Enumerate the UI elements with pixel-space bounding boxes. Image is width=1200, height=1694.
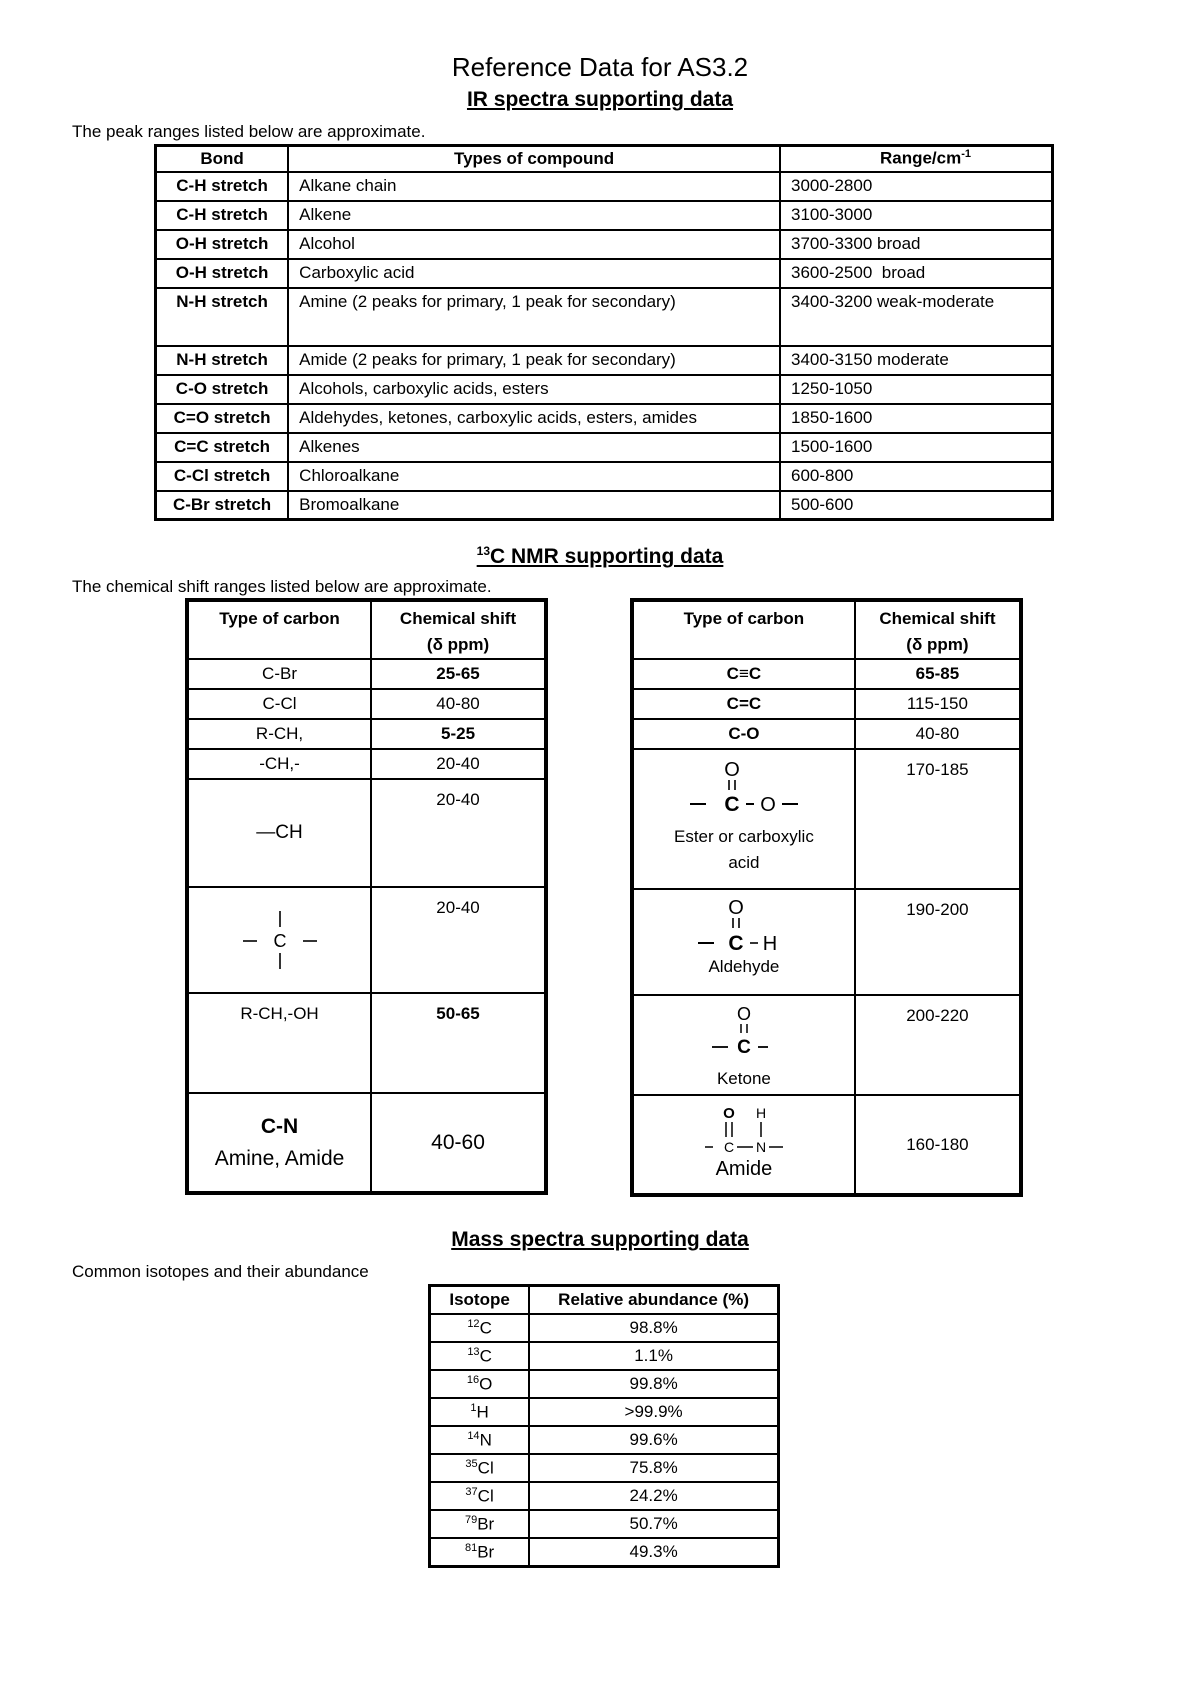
chemical-shift: 20-40: [371, 779, 546, 887]
isotope: $^{12}$C: [430, 1314, 530, 1342]
chemical-shift: 25-65: [371, 659, 546, 689]
amide-structure: [699, 1104, 789, 1156]
table-row: [187, 993, 546, 1093]
table-row: [187, 749, 546, 779]
table-row: [430, 1482, 779, 1510]
svg-text:C: C: [737, 1037, 751, 1056]
table-row: [632, 719, 1021, 749]
table-row: [187, 887, 546, 993]
ir-bond: C-O stretch: [156, 375, 289, 404]
chemical-shift: 190-200: [855, 889, 1021, 995]
svg-text:N: N: [755, 1139, 766, 1155]
table-row: [156, 491, 1053, 520]
nmr-header-type: Type of carbon: [187, 600, 371, 659]
ir-range: 600-800: [780, 462, 1053, 491]
svg-text:O: O: [723, 1105, 735, 1122]
nmr-right-table: [630, 598, 1023, 1197]
carbon-type: [632, 995, 855, 1095]
table-row: [156, 172, 1053, 201]
carbon-type: C-Br: [187, 659, 371, 689]
table-row: [430, 1314, 779, 1342]
isotope: $^{37}$Cl: [430, 1482, 530, 1510]
table-row: [156, 288, 1053, 346]
ir-bond: C=C stretch: [156, 433, 289, 462]
mass-header-abundance: Relative abundance (%): [529, 1286, 778, 1315]
nmr-heading: $^{13}$C NMR supporting data: [476, 544, 724, 568]
ir-compound: Carboxylic acid: [288, 259, 780, 288]
ir-compound: Alcohol: [288, 230, 780, 259]
table-row: [187, 719, 546, 749]
isotope: $^{14}$N: [430, 1426, 530, 1454]
chemical-shift: 170-185: [855, 749, 1021, 889]
ir-compound: Alkenes: [288, 433, 780, 462]
ir-note: The peak ranges listed below are approximate.: [72, 122, 426, 141]
table-row: [632, 659, 1021, 689]
ester-structure: [684, 758, 804, 814]
mass-header-row: [430, 1286, 779, 1315]
table-row: [156, 375, 1053, 404]
table-row: [187, 779, 546, 887]
isotope: $^{16}$O: [430, 1370, 530, 1398]
ir-compound: Amine (2 peaks for primary, 1 peak for secondary): [288, 288, 780, 346]
ir-bond: C-Cl stretch: [156, 462, 289, 491]
abundance: >99.9%: [529, 1398, 778, 1426]
mass-table: [428, 1284, 780, 1568]
ester-caption: Ester or carboxylic acid: [674, 827, 814, 872]
ir-header-range: Range/$cm^{-1}$: [780, 146, 1053, 172]
ir-bond: C-H stretch: [156, 201, 289, 230]
svg-text:H: H: [762, 933, 778, 954]
page-title: Reference Data for AS3.2: [451, 52, 749, 82]
abundance: 99.6%: [529, 1426, 778, 1454]
chemical-shift: 50-65: [371, 993, 546, 1093]
svg-text:O: O: [760, 794, 776, 814]
table-row: [156, 433, 1053, 462]
carbon-type: [632, 749, 855, 889]
ir-bond: N-H stretch: [156, 346, 289, 375]
carbon-type: [187, 887, 371, 993]
chemical-shift: 115-150: [855, 689, 1021, 719]
ir-range: 1250-1050: [780, 375, 1053, 404]
ir-bond: N-H stretch: [156, 288, 289, 346]
chemical-shift: 160-180: [855, 1095, 1021, 1195]
ir-compound: Alkane chain: [288, 172, 780, 201]
chemical-shift: 40-80: [371, 689, 546, 719]
ir-bond: O-H stretch: [156, 230, 289, 259]
abundance: 99.8%: [529, 1370, 778, 1398]
svg-text:O: O: [724, 759, 740, 781]
carbon-type: C-Cl: [187, 689, 371, 719]
chemical-shift: 40-60: [371, 1093, 546, 1193]
table-row: [156, 346, 1053, 375]
table-row: [187, 659, 546, 689]
table-row: [430, 1370, 779, 1398]
ir-range: 500-600: [780, 491, 1053, 520]
carbon-type: -CH,-: [187, 749, 371, 779]
ir-compound: Alkene: [288, 201, 780, 230]
ketone-structure: [704, 1004, 784, 1056]
nmr-header-shift: Chemical shift (δ ppm): [371, 600, 546, 659]
nmr-note: The chemical shift ranges listed below are approximate.: [72, 577, 492, 596]
abundance: 1.1%: [529, 1342, 778, 1370]
mass-heading: Mass spectra supporting data: [451, 1228, 749, 1251]
svg-text:C: C: [728, 932, 744, 954]
ir-bond: C-Br stretch: [156, 491, 289, 520]
table-row: [632, 689, 1021, 719]
carbon-type: C=C: [632, 689, 855, 719]
table-row: [156, 462, 1053, 491]
chemical-shift: 65-85: [855, 659, 1021, 689]
ir-range: 3400-3150 moderate: [780, 346, 1053, 375]
amide-caption: Amide: [715, 1158, 773, 1180]
table-row: [156, 201, 1053, 230]
mass-header-isotope: Isotope: [430, 1286, 530, 1315]
ir-heading: IR spectra supporting data: [466, 88, 734, 111]
isotope: $^{81}$Br: [430, 1538, 530, 1567]
chemical-shift: 200-220: [855, 995, 1021, 1095]
svg-text:O: O: [728, 897, 744, 919]
ir-header-type: Types of compound: [288, 146, 780, 172]
ir-range: 3100-3000: [780, 201, 1053, 230]
ir-header-row: [156, 146, 1053, 172]
ir-range: 3400-3200 weak-moderate: [780, 288, 1053, 346]
table-row: [632, 889, 1021, 995]
svg-text:O: O: [736, 1004, 751, 1024]
aldehyde-caption: Aldehyde: [708, 957, 780, 976]
ir-bond: C-H stretch: [156, 172, 289, 201]
isotope: $^{13}$C: [430, 1342, 530, 1370]
ir-range: 3600-2500 broad: [780, 259, 1053, 288]
mass-note: Common isotopes and their abundance: [72, 1262, 369, 1281]
table-row: [430, 1342, 779, 1370]
nmr-header-type: Type of carbon: [632, 600, 855, 659]
table-row: [156, 404, 1053, 433]
carbon-type: —CH: [187, 779, 371, 887]
abundance: 49.3%: [529, 1538, 778, 1567]
ir-bond: C=O stretch: [156, 404, 289, 433]
svg-text:H: H: [755, 1105, 766, 1121]
abundance: 50.7%: [529, 1510, 778, 1538]
ir-table: [154, 144, 1054, 521]
aldehyde-structure: [694, 896, 794, 954]
ketone-caption: Ketone: [716, 1069, 771, 1088]
ir-range: 1850-1600: [780, 404, 1053, 433]
nmr-header-shift: Chemical shift (δ ppm): [855, 600, 1021, 659]
ir-compound: Alcohols, carboxylic acids, esters: [288, 375, 780, 404]
nmr-header-row: [632, 600, 1021, 659]
table-row: [430, 1398, 779, 1426]
chemical-shift: 20-40: [371, 887, 546, 993]
ir-range: 3000-2800: [780, 172, 1053, 201]
svg-text:C: C: [273, 931, 287, 951]
table-row: [430, 1426, 779, 1454]
ir-compound: Bromoalkane: [288, 491, 780, 520]
table-row: [430, 1510, 779, 1538]
ir-range: 1500-1600: [780, 433, 1053, 462]
chemical-shift: 40-80: [855, 719, 1021, 749]
abundance: 75.8%: [529, 1454, 778, 1482]
table-row: [632, 995, 1021, 1095]
chemical-shift: 5-25: [371, 719, 546, 749]
ir-range: 3700-3300 broad: [780, 230, 1053, 259]
table-row: [156, 230, 1053, 259]
nmr-left-table: [185, 598, 548, 1195]
svg-text:C: C: [723, 1139, 734, 1155]
isotope: $^{35}$Cl: [430, 1454, 530, 1482]
carbon-type: C≡C: [632, 659, 855, 689]
table-row: [632, 1095, 1021, 1195]
carbon-type: [632, 889, 855, 995]
table-row: [156, 259, 1053, 288]
chemical-shift: 20-40: [371, 749, 546, 779]
abundance: 98.8%: [529, 1314, 778, 1342]
carbon-type: R-CH,: [187, 719, 371, 749]
carbon-type: [632, 1095, 855, 1195]
carbon-type: R-CH,-OH: [187, 993, 371, 1093]
table-row: [187, 1093, 546, 1193]
ir-bond: O-H stretch: [156, 259, 289, 288]
ir-header-bond: Bond: [156, 146, 289, 172]
abundance: 24.2%: [529, 1482, 778, 1510]
table-row: [430, 1454, 779, 1482]
table-row: [632, 749, 1021, 889]
carbon-type: C-N Amine, Amide: [187, 1093, 371, 1193]
table-row: [187, 689, 546, 719]
quaternary-carbon-structure: [235, 905, 325, 975]
isotope: $^1$H: [430, 1398, 530, 1426]
isotope: $^{79}$Br: [430, 1510, 530, 1538]
table-row: [430, 1538, 779, 1567]
carbon-type: C-O: [632, 719, 855, 749]
svg-text:C: C: [724, 793, 740, 814]
ir-compound: Amide (2 peaks for primary, 1 peak for secondary): [288, 346, 780, 375]
nmr-header-row: [187, 600, 546, 659]
ir-compound: Aldehydes, ketones, carboxylic acids, esters, amides: [288, 404, 780, 433]
ir-compound: Chloroalkane: [288, 462, 780, 491]
